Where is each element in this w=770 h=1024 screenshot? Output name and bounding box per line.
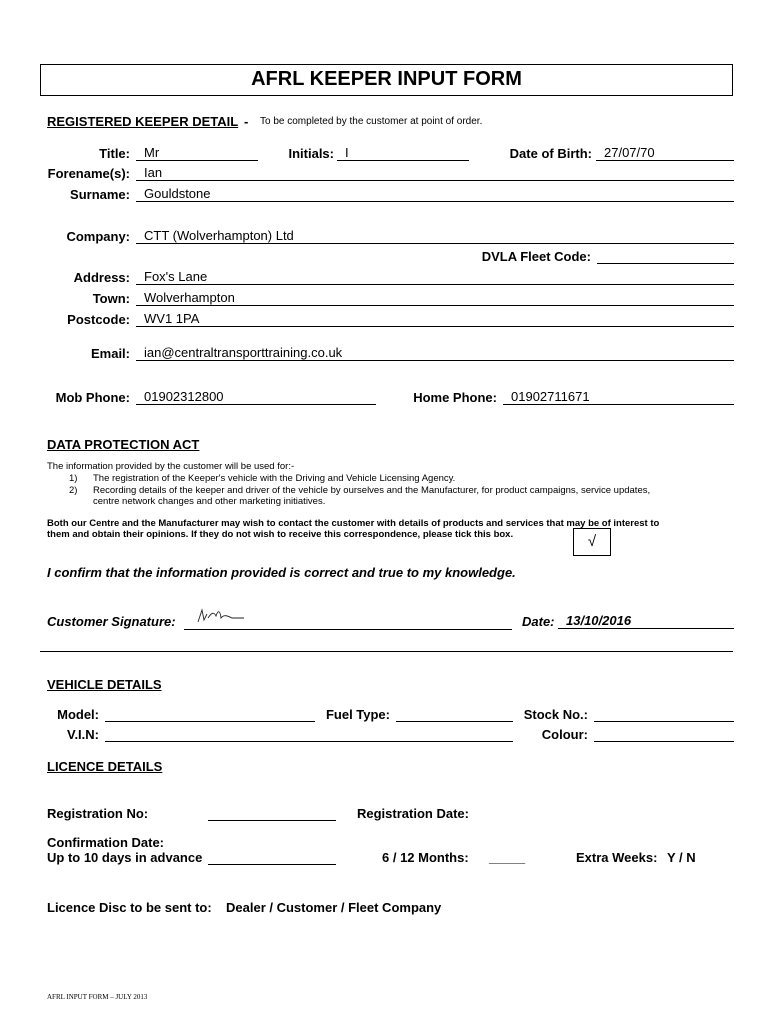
form-footer: AFRL INPUT FORM – JULY 2013 — [47, 993, 148, 1001]
months-field[interactable]: _____ — [489, 850, 526, 865]
extra-weeks-label: Extra Weeks: — [576, 850, 658, 865]
dp-item-text: centre network changes and other marketing initiatives. — [93, 496, 326, 507]
date-label: Date: — [522, 614, 555, 629]
company-label: Company: — [66, 229, 130, 244]
model-label: Model: — [57, 707, 99, 722]
home-phone-field[interactable]: 01902711671 — [503, 389, 734, 405]
surname-label: Surname: — [70, 187, 130, 202]
title-label: Title: — [99, 146, 130, 161]
date-field[interactable]: 13/10/2016 — [558, 613, 734, 629]
dp-contact-line-2: them and obtain their opinions. If they do not wish to receive this correspondence, please tick this box. — [47, 529, 514, 540]
keeper-heading: REGISTERED KEEPER DETAIL — [47, 114, 239, 129]
email-label: Email: — [90, 346, 130, 361]
fuel-type-label: Fuel Type: — [325, 707, 390, 722]
dp-intro: The information provided by the customer will be used for:- — [47, 461, 295, 472]
forename-label: Forename(s): — [47, 166, 130, 181]
home-phone-label: Home Phone: — [413, 390, 497, 405]
registration-no-label: Registration No: — [47, 806, 149, 821]
signature-field[interactable] — [184, 612, 512, 630]
model-field[interactable] — [105, 706, 315, 722]
colour-label: Colour: — [541, 727, 588, 742]
months-label: 6 / 12 Months: — [382, 850, 469, 865]
postcode-label: Postcode: — [67, 312, 130, 327]
dvla-label: DVLA Fleet Code: — [481, 249, 591, 264]
dp-item-text: Recording details of the keeper and driver of the vehicle by ourselves and the Manufacturer, for product campaigns, service updates, — [93, 485, 651, 496]
registration-no-field[interactable] — [208, 805, 336, 821]
address-label: Address: — [73, 270, 130, 285]
signature-scribble — [194, 606, 254, 626]
postcode-field[interactable]: WV1 1PA — [136, 311, 734, 327]
initials-field[interactable]: I — [337, 145, 469, 161]
stock-no-label: Stock No.: — [523, 707, 588, 722]
dvla-field[interactable] — [597, 248, 734, 264]
keeper-note: To be completed by the customer at point of order. — [260, 116, 483, 127]
vehicle-heading: VEHICLE DETAILS — [47, 677, 162, 692]
dob-field[interactable]: 27/07/70 — [596, 145, 734, 161]
confirmation-statement: I confirm that the information provided is correct and true to my knowledge. — [47, 565, 516, 580]
section-divider — [40, 651, 733, 652]
keeper-dash: - — [244, 114, 249, 129]
fuel-type-field[interactable] — [396, 706, 513, 722]
dp-item-text: The registration of the Keeper's vehicle with the Driving and Vehicle Licensing Agency. — [93, 473, 456, 484]
dp-item-number: 1) — [69, 473, 78, 484]
registration-date-label: Registration Date: — [357, 806, 469, 821]
email-field[interactable]: ian@centraltransporttraining.co.uk — [136, 345, 734, 361]
confirmation-date-field[interactable] — [208, 849, 336, 865]
dob-label: Date of Birth: — [509, 146, 592, 161]
dp-item-number: 2) — [69, 485, 78, 496]
opt-out-checkbox[interactable]: √ — [573, 528, 611, 556]
colour-field[interactable] — [594, 726, 734, 742]
mob-phone-field[interactable]: 01902312800 — [136, 389, 376, 405]
company-field[interactable]: CTT (Wolverhampton) Ltd — [136, 228, 734, 244]
town-label: Town: — [92, 291, 130, 306]
initials-label: Initials: — [288, 146, 334, 161]
mob-phone-label: Mob Phone: — [55, 390, 130, 405]
form-title: AFRL KEEPER INPUT FORM — [40, 64, 733, 96]
licence-heading: LICENCE DETAILS — [47, 759, 163, 774]
town-field[interactable]: Wolverhampton — [136, 290, 734, 306]
data-protection-heading: DATA PROTECTION ACT — [47, 437, 200, 452]
signature-label: Customer Signature: — [47, 614, 176, 629]
licence-disc-label: Licence Disc to be sent to: — [47, 900, 212, 915]
confirmation-date-label: Confirmation Date: — [47, 835, 164, 850]
vin-label: V.I.N: — [66, 727, 99, 742]
dp-contact-line-1: Both our Centre and the Manufacturer may wish to contact the customer with details of products and services that may be of interest to — [47, 518, 660, 529]
licence-disc-options[interactable]: Dealer / Customer / Fleet Company — [226, 900, 442, 915]
surname-field[interactable]: Gouldstone — [136, 186, 734, 202]
vin-field[interactable] — [105, 726, 513, 742]
address-field[interactable]: Fox's Lane — [136, 269, 734, 285]
forename-field[interactable]: Ian — [136, 165, 734, 181]
advance-label: Up to 10 days in advance — [47, 850, 203, 865]
extra-weeks-options[interactable]: Y / N — [667, 850, 696, 865]
title-field[interactable]: Mr — [136, 145, 258, 161]
stock-no-field[interactable] — [594, 706, 734, 722]
